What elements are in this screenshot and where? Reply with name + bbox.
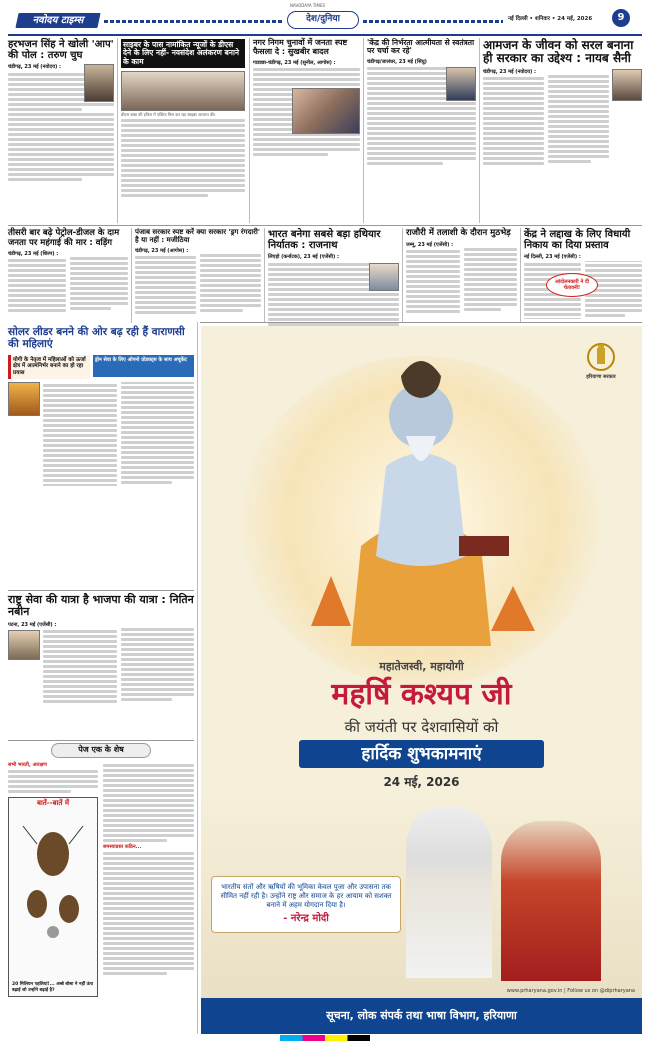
masthead-rule-left — [104, 20, 284, 23]
ad-footer-links: www.prharyana.gov.in | Follow us on @diprharyana — [506, 988, 635, 994]
story-nitin-nabin — [8, 594, 194, 704]
body-text — [43, 382, 194, 486]
masthead-rule-right — [363, 20, 503, 23]
body-text — [8, 770, 98, 793]
ad-date: 24 मई, 2026 — [383, 775, 460, 789]
story-petrol-diesel — [8, 229, 128, 313]
dateline: लिएहो (कर्नाटक), 23 मई (एजेंसी) : — [268, 254, 339, 261]
dateline: चंडीगढ़, 23 मई (नवोदय) : — [8, 64, 62, 71]
body-text — [43, 628, 194, 704]
dateline: चंडीगढ़, 23 मई (आगोस) : — [135, 247, 189, 254]
ad-sub: महातेजस्वी, महायोगी — [379, 660, 464, 673]
photo-cm-saini — [501, 821, 601, 981]
story-harbhajan — [8, 39, 114, 183]
ad-quote: भारतीय संतों और ऋषियों की भूमिका केवल पूजा और उपासना तक सीमित नहीं रही है। उन्होंने राष्ट्र और समाज के हर आयाम को सशक्त बनाने में अहम योगदान दिया है। — [220, 883, 392, 909]
body-text — [103, 852, 194, 975]
photo-tarun-chugh — [84, 64, 114, 102]
body-text — [406, 248, 517, 314]
masthead — [0, 0, 650, 34]
headline: सोलर लीडर बनने की ओर बढ़ रही हैं वाराणसी की महिलाएं — [8, 326, 185, 350]
brand-name: नवोदय टाइम्स — [32, 15, 84, 26]
cartoon-title: बातें--बातें में — [36, 799, 70, 808]
dateline: चंडीगढ़, 23 मई (शिल्प) : — [8, 251, 59, 258]
section-tab — [287, 11, 359, 29]
story-center-dependence — [367, 39, 476, 167]
inset-box: ड्रोन सेवा के लिए ओपनो प्रोडक्ट्स के साथ अचूकेंट — [93, 355, 194, 377]
page-one-remainder-box — [8, 743, 194, 1033]
photo-nayab-saini — [612, 69, 642, 101]
body-text — [103, 764, 194, 842]
body-text — [253, 68, 360, 86]
remainder-item-1: सभी भारती, आरक्षण — [8, 761, 47, 768]
story-rajnath — [268, 229, 399, 333]
ad-attribution: - नरेन्द्र मोदी — [283, 913, 329, 925]
headline: 'केंद्र की निर्भरता आत्मीयता से स्वतंत्रता पर चर्चा कर रहे' — [367, 38, 475, 56]
box-title: पेज एक के शेष — [51, 743, 151, 758]
body-text — [121, 119, 245, 197]
headline: साइबर के पास नामांकित न्यूजों के डीएस देने के लिए नहीं- नवसंदेश अलंकरण बनाने के काम — [121, 39, 245, 68]
headline: भारत बनेगा सबसे बड़ा हथियार निर्यातक : राजनाथ — [268, 229, 381, 252]
body-text — [483, 75, 609, 166]
ad-footer-bar — [201, 998, 642, 1034]
brand-logo — [15, 13, 100, 28]
ad-greeting-banner — [299, 740, 544, 768]
story-nayab-saini — [483, 39, 642, 166]
story-cyber — [121, 39, 245, 199]
story-solar-women — [8, 327, 194, 486]
photo-press-conference — [121, 71, 245, 111]
print-register-marks — [280, 1035, 370, 1041]
cockroach-cartoon-icon — [17, 814, 89, 944]
kicker-text: योगी के नेतृत्व में महिलाओं को ऊर्जा क्षेत्र में आत्मनिर्भर बनाने का हो रहा प्रयास — [8, 355, 90, 380]
ad-line3: हार्दिक शुभकामनाएं — [361, 744, 482, 764]
photo-leader — [446, 67, 476, 101]
photo-yogi — [8, 382, 40, 416]
haryana-emblem-icon — [586, 342, 616, 372]
headline: आमजन के जीवन को सरल बनाना ही सरकार का उद्देश्य : नायब सैनी — [483, 38, 634, 66]
section-name: देश/दुनिया — [306, 14, 340, 24]
headline: हरभजन सिंह ने खोली 'आप' की पोल : तरुण चुघ — [8, 39, 114, 62]
headline: राष्ट्र सेवा की यात्रा है भाजपा की यात्रा : नितिन नबीन — [8, 593, 194, 619]
dateline: चंडीगढ़, 23 मई (नवोदय) : — [483, 68, 537, 75]
ad-title: महर्षि कश्यप जी — [331, 677, 512, 712]
headline: तीसरी बार बढ़े पेट्रोल-डीजल के दाम जनता पर महंगाई की मार : वड़िंग — [8, 228, 120, 248]
headline: केंद्र ने लद्दाख के लिए विधायी निकाय का दिया प्रस्ताव — [524, 229, 631, 252]
body-text — [8, 257, 128, 313]
photo-rajnath — [369, 263, 399, 291]
advertisement-kashyap-jayanti — [201, 326, 642, 1034]
ad-line2: की जयंती पर देशवासियों को — [344, 718, 499, 736]
maharishi-figure-icon — [291, 346, 551, 646]
photo-sukhbir-rally — [292, 88, 360, 134]
dateline: चंडीगढ़/जालंधर, 23 मई (सिंधु) — [367, 58, 427, 65]
cartoon-drawing — [17, 814, 89, 944]
body-text — [135, 254, 261, 315]
headline: पंजाब सरकार स्पष्ट करें क्या सरकार 'ड्रग रंगदारी' है या नहीं : मजीठिया — [135, 228, 260, 244]
headline: नगर निगम चुनावों में जनता स्पष्ट फैसला दे : सुखबीर बादल — [253, 38, 348, 56]
cartoon-caption: 20 मिलियन पहलियां!... अब्बे बोसा ने नहीं ऊंच बढ़ाई जो उन्होंने बढ़ाई है? — [12, 981, 94, 993]
story-sukhbir — [253, 39, 360, 158]
speech-bubble: आंदोलनकारी ने दी चेतावनी! — [546, 273, 598, 297]
logo-text: हरियाणा सरकार — [586, 374, 616, 381]
haryana-logo — [573, 342, 629, 381]
dateline: नई दिल्ली, 23 मई (एजेंसी) : — [524, 254, 581, 261]
cartoon — [8, 797, 98, 997]
headline: राजौरी में तलाशी के दौरान मुठभेड़ — [406, 228, 511, 238]
ad-quote-box — [211, 876, 401, 933]
dateline: नई दिल्ली • शनिवार • 24 मई, 2026 — [508, 16, 593, 22]
small-caption: NAVODAYA TIMES — [290, 3, 326, 8]
dateline: जम्मू, 23 मई (एजेंसी) : — [406, 241, 454, 248]
story-rajouri — [406, 229, 517, 314]
dateline: पटना, 23 मई (एजेंसी) : — [8, 621, 57, 628]
remainder-item-2: समस्याग्रस्त कठिन... — [103, 843, 142, 850]
ad-footer: सूचना, लोक संपर्क तथा भाषा विभाग, हरियाणा — [326, 1009, 517, 1022]
story-majithia — [135, 229, 261, 315]
photo-pm-modi — [406, 806, 492, 978]
kicker — [8, 355, 194, 380]
photo-nitin-nabin — [8, 630, 40, 660]
story-ladakh — [524, 229, 642, 319]
photo-caption: डीएस बाबा की हत्रिज में एक्टिव मिल कर रहा साइबर अपराध की। — [121, 112, 216, 118]
dateline: गाडाछा-चंडीगढ़, 23 मई (सुनील, आगोस) : — [253, 59, 336, 66]
page-number: 9 — [612, 9, 630, 27]
